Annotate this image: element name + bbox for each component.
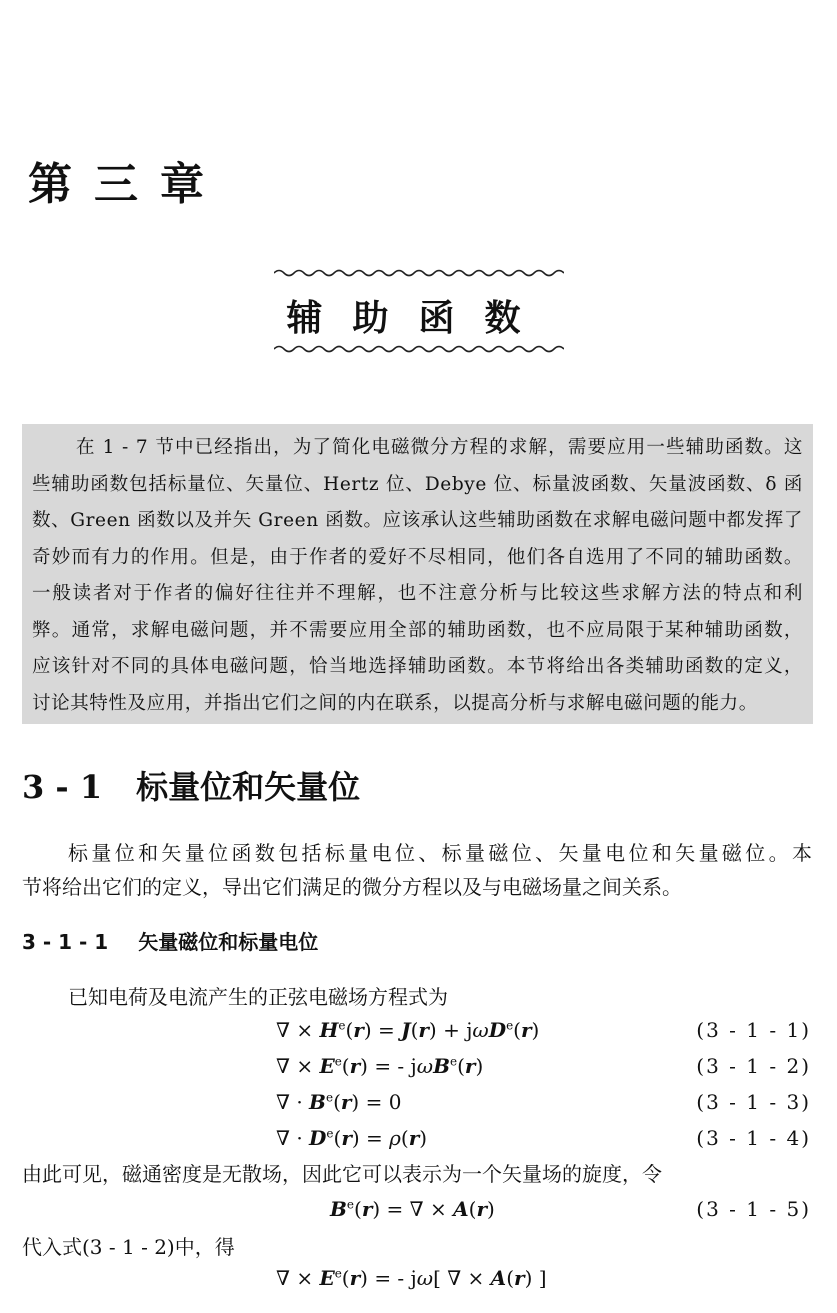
equation-number: (3 - 1 - 5) xyxy=(696,1197,811,1221)
equation-unnumbered: ∇ × $E^e(r)$ = - jω[ ∇ × A(r) ] xyxy=(276,1266,547,1290)
intro-line: 标量位和矢量位函数包括标量电位、标量磁位、矢量电位和矢量磁位。本 xyxy=(68,841,812,865)
equation-3-1-3: ∇ · $B^e(r) = 0$ xyxy=(276,1090,402,1114)
equation-number: (3 - 1 - 2) xyxy=(696,1054,811,1078)
paragraph-text: 由此可见，磁通密度是无散场，因此它可以表示为一个矢量场的旋度，令 xyxy=(22,1162,662,1186)
chapter-heading: 第三章 xyxy=(28,159,226,210)
given-text: 已知电荷及电流产生的正弦电磁场方程式为 xyxy=(68,985,448,1009)
equation-number: (3 - 1 - 3) xyxy=(696,1090,811,1114)
section-title: 标量位和矢量位 xyxy=(136,768,361,806)
equation-3-1-4: ∇ · $D^e(r) = \rho(r)$ xyxy=(276,1126,428,1150)
paragraph-text: 代入式(3 - 1 - 2)中，得 xyxy=(22,1235,235,1259)
equation-3-1-5: $B^e(r)$ = ∇ × A(r) xyxy=(330,1197,495,1221)
equation-number: (3 - 1 - 1) xyxy=(696,1018,811,1042)
chapter-title: 辅助函数 xyxy=(286,297,551,339)
abstract-line: 应该针对不同的具体电磁问题，恰当地选择辅助函数。本节将给出各类辅助函数的定义， xyxy=(32,656,803,677)
abstract-line: 讨论其特性及应用，并指出它们之间的内在联系，以提高分析与求解电磁问题的能力。 xyxy=(32,692,758,714)
abstract-line: 在 1 - 7 节中已经指出，为了简化电磁微分方程的求解，需要应用一些辅助函数。这 xyxy=(76,437,803,458)
equation-3-1-1: ∇ × $H^e(r) = J(r) + j\omega D^e(r)$ xyxy=(276,1018,540,1042)
chapter-abstract-box xyxy=(22,424,813,724)
equation-3-1-2: ∇ × $E^e(r)$ = - jωB$^e$(r) xyxy=(276,1054,484,1078)
subsection-heading xyxy=(22,926,318,955)
equation-number: (3 - 1 - 4) xyxy=(696,1126,811,1150)
intro-line: 节将给出它们的定义，导出它们满足的微分方程以及与电磁场量之间关系。 xyxy=(22,875,682,899)
abstract-line: 数、Green 函数以及并矢 Green 函数。应该承认这些辅助函数在求解电磁问题中都发挥了 xyxy=(32,510,803,531)
section-heading xyxy=(22,762,360,808)
abstract-line: 奇妙而有力的作用。但是，由于作者的爱好不尽相同，他们各自选用了不同的辅助函数。 xyxy=(32,546,803,568)
abstract-line: 弊。通常，求解电磁问题，并不需要应用全部的辅助函数，也不应局限于某种辅助函数， xyxy=(32,619,803,641)
subsection-number: 3 - 1 - 1 xyxy=(22,930,109,954)
section-intro xyxy=(22,836,812,904)
decorative-wave-top xyxy=(274,268,564,278)
subsection-title: 矢量磁位和标量电位 xyxy=(138,930,319,954)
abstract-line: 些辅助函数包括标量位、矢量位、Hertz 位、Debye 位、标量波函数、矢量波函数、δ 函 xyxy=(32,473,803,495)
abstract-line: 一般读者对于作者的偏好往往并不理解，也不注意分析与比较这些求解方法的特点和利 xyxy=(32,583,803,604)
section-number: 3 - 1 xyxy=(22,768,103,806)
decorative-wave-bottom xyxy=(274,344,564,354)
